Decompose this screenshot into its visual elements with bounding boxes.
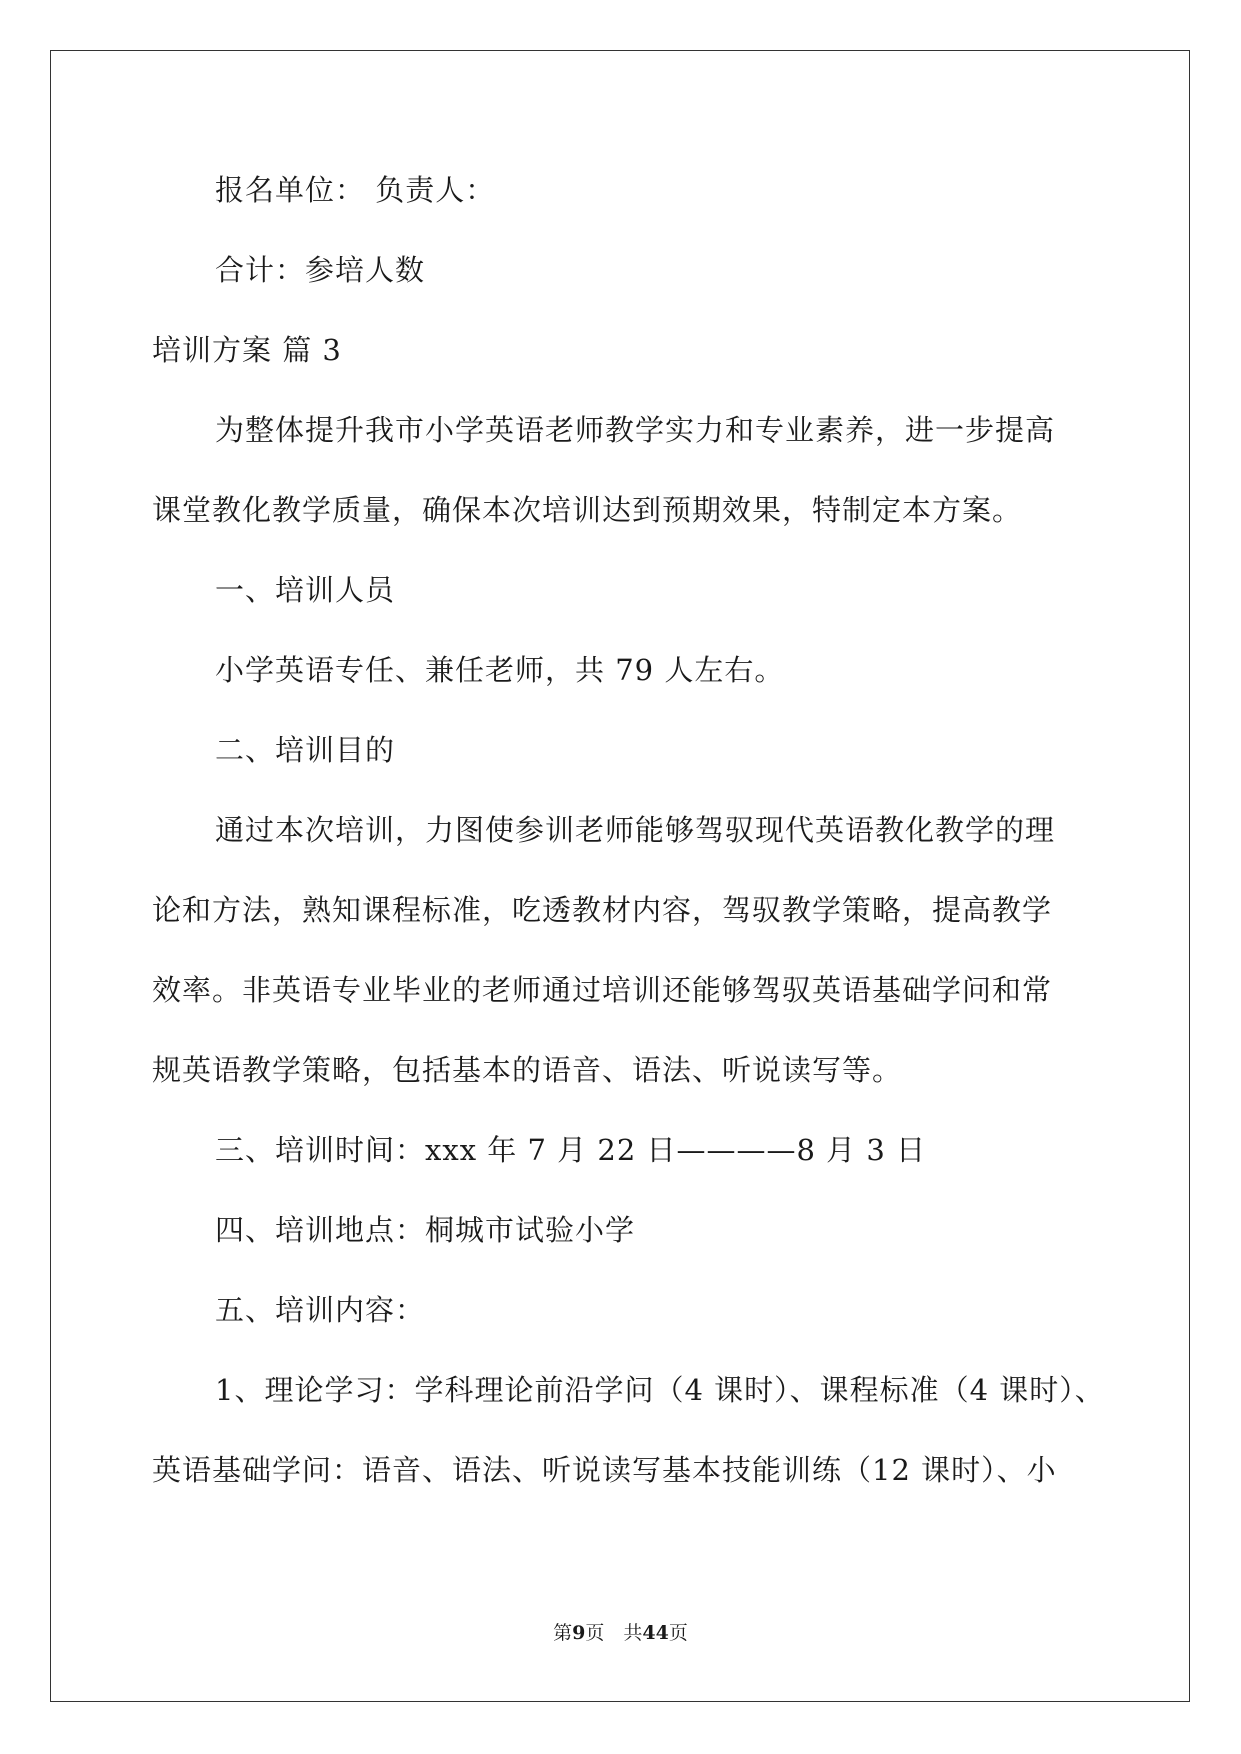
paragraph-intro-line-1: 为整体提升我市小学英语老师教学实力和专业素养，进一步提高 (215, 413, 1056, 447)
heading-content: 五、培训内容： (215, 1293, 426, 1327)
text-trainees: 小学英语专任、兼任老师，共 79 人左右。 (215, 653, 785, 687)
paragraph-intro-line-2: 课堂教化教学质量，确保本次培训达到预期效果，特制定本方案。 (152, 493, 1023, 527)
footer-prefix: 第 (553, 1622, 573, 1644)
paragraph-purpose-line-4: 规英语教学策略，包括基本的语音、语法、听说读写等。 (152, 1053, 903, 1087)
text-training-time: 三、培训时间：xxx 年 7 月 22 日————8 月 3 日 (215, 1133, 927, 1167)
paragraph-content-line-2: 英语基础学问：语音、语法、听说读写基本技能训练（12 课时）、小 (152, 1453, 1057, 1487)
text-training-location: 四、培训地点：桐城市试验小学 (215, 1213, 636, 1247)
text-line-total: 合计：参培人数 (215, 253, 426, 287)
text-line-registration: 报名单位： 负责人： (215, 173, 496, 207)
page-footer (0, 1621, 1241, 1645)
current-page-number: 9 (572, 1622, 586, 1644)
paragraph-purpose-line-2: 论和方法，熟知课程标准，吃透教材内容，驾驭教学策略，提高教学 (152, 893, 1053, 927)
heading-trainees: 一、培训人员 (215, 573, 396, 607)
paragraph-purpose-line-3: 效率。非英语专业毕业的老师通过培训还能够驾驭英语基础学问和常 (152, 973, 1053, 1007)
paragraph-content-line-1: 1、理论学习：学科理论前沿学问（4 课时）、课程标准（4 课时）、 (215, 1373, 1105, 1407)
paragraph-purpose-line-1: 通过本次培训，力图使参训老师能够驾驭现代英语教化教学的理 (215, 813, 1056, 847)
section-heading-plan-3: 培训方案 篇 3 (152, 333, 342, 367)
footer-middle: 页 共 (585, 1622, 643, 1644)
footer-suffix: 页 (668, 1622, 688, 1644)
total-pages-number: 44 (642, 1622, 669, 1644)
heading-purpose: 二、培训目的 (215, 733, 396, 767)
